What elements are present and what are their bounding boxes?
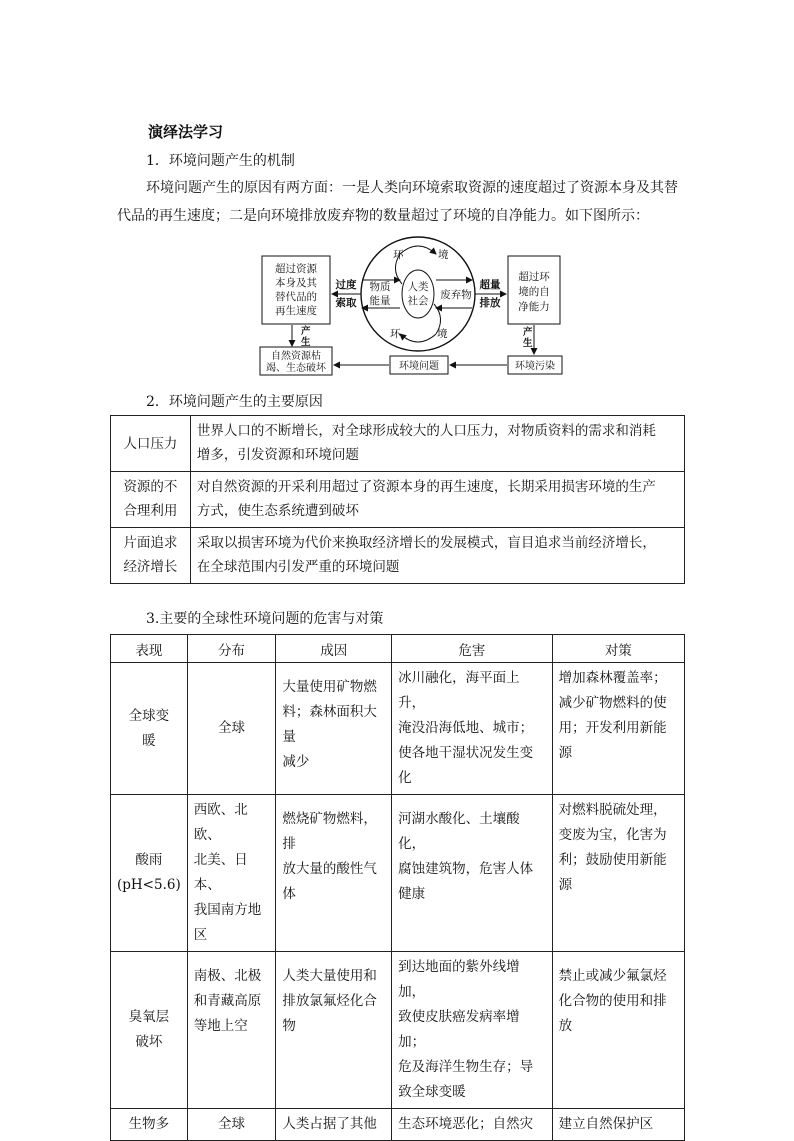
- cause-content-line: 增多，引发资源和环境问题: [196, 447, 359, 463]
- harm-line: 腐蚀建筑物，危害人体: [398, 861, 534, 877]
- header-type: 表现: [135, 642, 163, 659]
- cause-line: 排放氯氟烃化合: [282, 993, 377, 1009]
- distribution-line: 北美、日本、: [193, 852, 248, 893]
- cause-line: 人类大量使用和: [282, 968, 377, 984]
- measure-line: 减少矿物燃料的使: [558, 695, 667, 711]
- header-harm: 危害: [458, 642, 486, 659]
- cause-line: 物: [282, 1018, 296, 1034]
- measure-line: 源: [558, 745, 573, 761]
- distribution-line: 全球: [218, 720, 246, 736]
- measure-line: 利；鼓励使用新能: [558, 852, 667, 868]
- distribution-line: 等地上空: [193, 1018, 248, 1034]
- measure-line: 禁止或减少氟氯烃: [558, 968, 667, 984]
- bottom-right-label: 环境污染: [515, 361, 555, 372]
- cause-line: 减少: [282, 754, 310, 770]
- inner-right-label: 废弃物: [440, 289, 472, 301]
- circle-bottom-right: 境: [437, 328, 448, 340]
- measure-line: 用；开发利用新能: [558, 720, 667, 736]
- distribution-line: 和青藏高原: [193, 993, 262, 1009]
- table-row: [111, 663, 685, 795]
- cause-line: 体: [282, 886, 296, 902]
- harm-line: 使各地干湿状况发生变: [398, 745, 534, 761]
- table-row: [111, 416, 685, 472]
- cause-content-line: 世界人口的不断增长，对全球形成较大的人口压力，对物质资料的需求和消耗: [196, 423, 656, 439]
- distribution-line: 全球: [218, 1116, 246, 1132]
- left-box-line2: 本身及其: [275, 277, 317, 289]
- measure-line: 对燃料脱硫处理，: [558, 802, 667, 818]
- cause-line: 放大量的酸性气: [282, 861, 377, 877]
- cause-label: 人口压力: [123, 435, 178, 452]
- table-row: [111, 1109, 685, 1141]
- left-arrow-label-2: 索取: [335, 297, 357, 309]
- type-line: 暖: [142, 732, 156, 749]
- bottom-left-line2: 竭、生态破坏: [266, 363, 326, 374]
- harm-line: 河湖水酸化、土壤酸化，: [398, 811, 520, 852]
- measure-line: 源: [558, 877, 573, 893]
- type-line: (pH<5.6): [117, 877, 181, 893]
- type-line: 破坏: [135, 1034, 163, 1050]
- table-row: [111, 472, 685, 528]
- right-box-line3: 净能力: [518, 301, 550, 313]
- type-line: 酸雨: [135, 852, 163, 868]
- measure-line: 变废为宝，化害为: [558, 827, 667, 843]
- harm-line: 致使皮肤癌发病率增加；: [398, 1009, 520, 1050]
- table-row: [111, 795, 685, 952]
- table-row: [111, 952, 685, 1109]
- circle-top-left: 环: [393, 249, 404, 261]
- causes-table: [110, 415, 685, 584]
- circle-top-right: 境: [438, 249, 449, 261]
- human-society-circle: [402, 270, 434, 318]
- produce-left-2: 生: [301, 337, 311, 348]
- environment-problem-diagram: [250, 236, 570, 378]
- section1-heading: 1．环境问题产生的机制: [146, 153, 295, 169]
- section2-heading: 2．环境问题产生的主要原因: [146, 394, 323, 410]
- global-issues-table: [110, 634, 685, 1141]
- cause-content-line: 采取以损害环境为代价来换取经济增长的发展模式，盲目追求当前经济增长，: [196, 535, 656, 551]
- section-title: 演绎法学习: [148, 123, 224, 141]
- bottom-center-label: 环境问题: [399, 361, 439, 372]
- harm-line: 化: [398, 770, 412, 786]
- cause-line: 大量使用矿物燃: [282, 679, 377, 695]
- header-measure: 对策: [604, 642, 632, 659]
- cause-label: 资源的不: [123, 479, 178, 495]
- produce-right-1: 产: [523, 327, 533, 338]
- inner-center-line1: 人类: [407, 281, 429, 293]
- circle-bottom-left: 环: [390, 328, 401, 340]
- harm-line: 致全球变暖: [398, 1084, 466, 1100]
- cause-content-line: 方式，使生态系统遭到破坏: [196, 503, 359, 519]
- harm-line: 冰川融化，海平面上升，: [398, 670, 520, 711]
- cause-line: 人类占据了其他: [282, 1116, 377, 1132]
- measure-line: 增加森林覆盖率；: [558, 670, 667, 686]
- table-row: [111, 528, 685, 584]
- right-box-line2: 境的自: [518, 286, 550, 298]
- cause-content-line: 对自然资源的开采利用超过了资源本身的再生速度，长期采用损害环境的生产: [196, 479, 656, 495]
- produce-left-1: 产: [301, 326, 311, 337]
- section1-paragraph-line2: 代品的再生速度；二是向环境排放废弃物的数量超过了环境的自净能力。如下图所示：: [117, 208, 649, 224]
- left-box-line4: 再生速度: [275, 305, 317, 317]
- section1-paragraph-line1: 环境问题产生的原因有两方面：一是人类向环境索取资源的速度超过了资源本身及其替: [146, 180, 678, 196]
- distribution-line: 我国南方地: [193, 902, 262, 918]
- harm-line: 危及海洋生物生存；导: [398, 1059, 534, 1075]
- cause-label: 片面追求: [123, 535, 178, 551]
- harm-line: 生态环境恶化；自然灾: [398, 1116, 534, 1132]
- right-box-line1: 超过环: [518, 271, 550, 283]
- type-line: 生物多: [128, 1116, 170, 1132]
- table-header-row: [111, 635, 685, 663]
- distribution-line: 区: [193, 927, 208, 943]
- inner-left-line1: 物质: [369, 281, 391, 293]
- measure-line: 建立自然保护区: [558, 1116, 654, 1132]
- measure-line: 放: [558, 1018, 573, 1034]
- produce-right-2: 生: [523, 338, 533, 349]
- section3-heading: 3.主要的全球性环境问题的危害与对策: [146, 611, 384, 627]
- cause-label: 合理利用: [123, 503, 178, 519]
- header-cause: 成因: [320, 642, 348, 659]
- left-box-line3: 替代品的: [275, 291, 317, 303]
- harm-line: 健康: [398, 886, 426, 902]
- cause-label: 经济增长: [123, 559, 178, 575]
- cause-line: 料；森林面积大量: [282, 704, 377, 745]
- inner-left-line2: 能量: [369, 295, 391, 307]
- left-box-line1: 超过资源: [275, 263, 317, 275]
- harm-line: 到达地面的紫外线增加，: [398, 959, 520, 1000]
- harm-line: 淹没沿海低地、城市；: [398, 720, 534, 736]
- measure-line: 化合物的使用和排: [558, 993, 667, 1009]
- right-arrow-label-2: 排放: [479, 297, 501, 309]
- cause-content-line: 在全球范围内引发严重的环境问题: [196, 559, 400, 575]
- cause-line: 燃烧矿物燃料，排: [282, 811, 377, 852]
- type-line: 臭氧层: [128, 1009, 170, 1025]
- right-arrow-label-1: 超量: [479, 279, 501, 291]
- bottom-left-line1: 自然资源枯: [271, 351, 321, 362]
- left-arrow-label-1: 过度: [335, 279, 357, 291]
- inner-center-line2: 社会: [407, 295, 429, 307]
- header-distribution: 分布: [218, 642, 246, 659]
- type-line: 全球变: [128, 707, 170, 724]
- distribution-line: 西欧、北欧、: [193, 802, 248, 843]
- distribution-line: 南极、北极: [193, 968, 262, 984]
